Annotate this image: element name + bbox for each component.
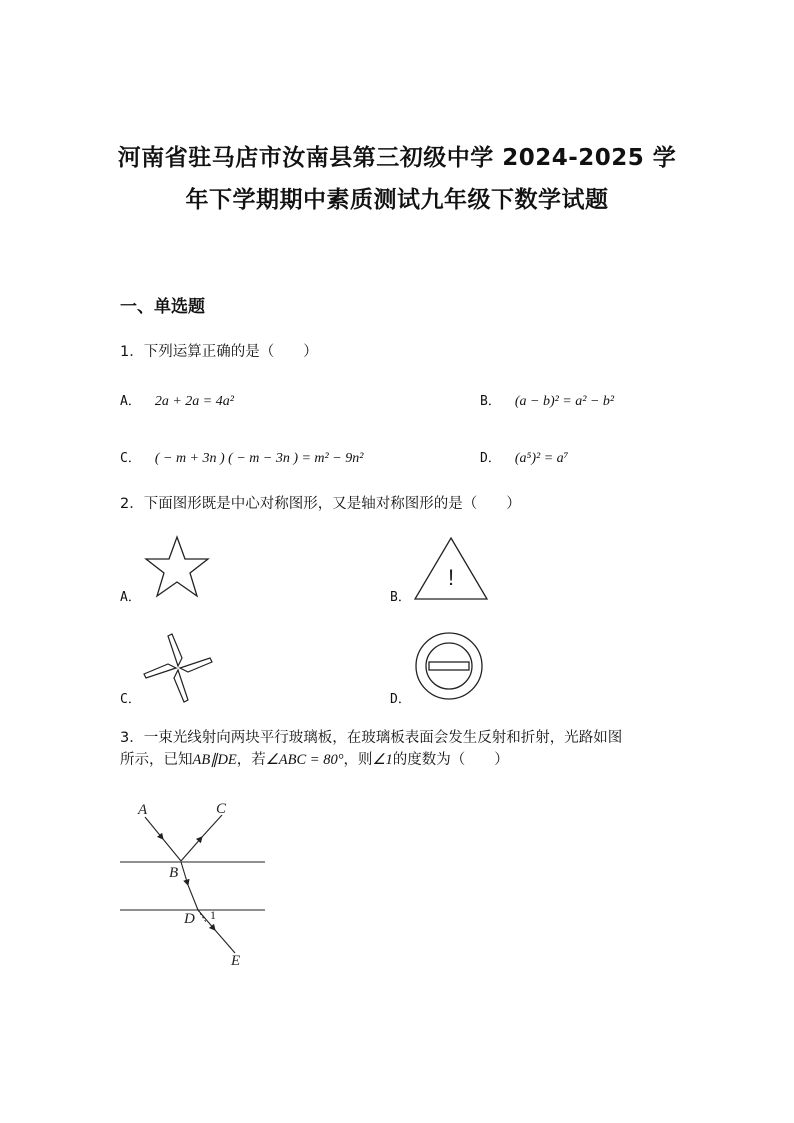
- question-3-stem: [120, 727, 680, 771]
- label-C: C: [216, 801, 227, 817]
- label-B: B: [169, 865, 179, 881]
- text-part: ，若: [236, 752, 266, 768]
- option-letter: B．: [480, 394, 501, 409]
- label-angle-1: 1: [210, 908, 216, 922]
- condition-angle: ∠ABC = 80°: [265, 752, 344, 768]
- text-part: ，则: [343, 752, 373, 768]
- option-letter: C．: [120, 451, 141, 466]
- option-expression: 2a + 2a = 4a²: [154, 394, 234, 409]
- question-2-option-d-label[interactable]: D．: [390, 692, 411, 707]
- section-heading: 一、单选题: [120, 297, 205, 317]
- question-2-option-c-label[interactable]: C．: [120, 692, 141, 707]
- question-3-line2: [120, 749, 680, 771]
- option-letter: D．: [480, 451, 501, 466]
- warning-triangle-figure[interactable]: [413, 536, 489, 602]
- option-letter: A．: [120, 394, 141, 409]
- question-2-option-a-label[interactable]: A．: [120, 590, 141, 605]
- label-A: A: [138, 802, 148, 818]
- question-1-option-a[interactable]: [120, 390, 234, 410]
- label-E: E: [231, 953, 241, 969]
- question-2-option-b-label[interactable]: B．: [390, 590, 411, 605]
- label-D: D: [184, 911, 195, 927]
- question-3-line1: 3．一束光线射向两块平行玻璃板，在玻璃板表面会发生反射和折射，光路如图: [120, 730, 623, 746]
- option-expression: (a⁵)² = a⁷: [514, 451, 569, 466]
- option-expression: (a − b)² = a² − b²: [514, 394, 615, 409]
- question-2-stem: 2．下面图形既是中心对称图形，又是轴对称图形的是（ ）: [120, 496, 521, 512]
- option-expression: ( − m + 3n ) ( − m − 3n ) = m² − 9n²: [154, 451, 364, 466]
- question-1-stem: 1．下列运算正确的是（ ）: [120, 344, 318, 360]
- light-path-figure: [115, 795, 285, 975]
- pinwheel-figure[interactable]: [138, 628, 218, 708]
- text-part: 的度数为（ ）: [392, 752, 509, 768]
- document-title-line2: 年下学期期中素质测试九年级下数学试题: [185, 187, 609, 213]
- star-figure[interactable]: [142, 534, 212, 604]
- exclamation-icon: !: [447, 565, 455, 590]
- question-1-option-c[interactable]: [120, 447, 363, 467]
- no-entry-figure[interactable]: [414, 631, 484, 701]
- document-title-line1: 河南省驻马店市汝南县第三初级中学 2024-2025 学: [117, 145, 677, 171]
- question-1-option-d[interactable]: [480, 447, 569, 467]
- condition-parallel: AB∥DE: [192, 752, 237, 768]
- angle-1-ref: ∠1: [372, 752, 393, 768]
- text-part: 所示，已知: [120, 752, 193, 768]
- question-1-option-b[interactable]: [480, 390, 614, 410]
